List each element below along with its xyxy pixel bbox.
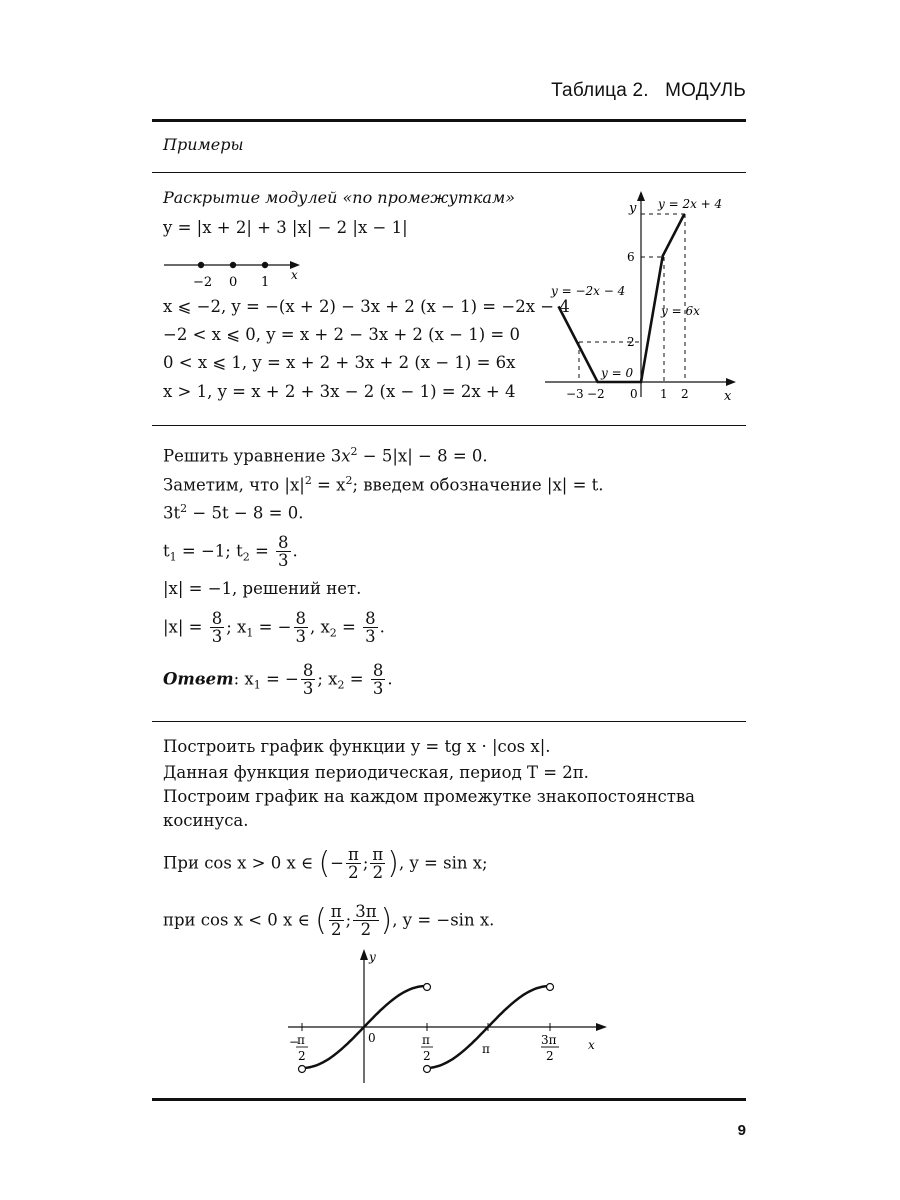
x-tick: 0: [630, 387, 638, 401]
s2-line2: Заметим, что $|x|^2 = x^2$; введем обозначение |x| = t.: [163, 474, 604, 495]
section1-subtitle: Раскрытие модулей «по промежуткам»: [163, 188, 516, 207]
tick-num: π: [422, 1033, 430, 1047]
tick-den: 2: [298, 1049, 306, 1063]
number-line: [160, 255, 310, 290]
case-line: −2 < x ⩽ 0, y = x + 2 − 3x + 2 (x − 1) = 0: [163, 325, 520, 344]
case-line: x > 1, y = x + 2 + 3x − 2 (x − 1) = 2x + 4: [163, 382, 516, 401]
s3-case1: При cos x > 0 x ∈ (− $\frac{\pi}{2}$ ; $\frac{\pi}{2}$ ), y = sin x;: [163, 845, 488, 883]
s2-line6: |x| = $\frac{8}{3}$ ; $x_1$ = − $\frac{8}{3}$ , $x_2$ = $\frac{8}{3}$ .: [163, 609, 385, 647]
s3-line3: Построим график на каждом промежутке знакопостоянства: [163, 787, 696, 806]
footer-rule: [152, 1098, 746, 1101]
x-tick: −2: [587, 387, 605, 401]
graph-label: y = 2x + 4: [658, 197, 723, 211]
open-endpoint: [424, 1066, 431, 1073]
x-tick: 1: [660, 387, 668, 401]
open-endpoint: [424, 984, 431, 991]
numberline-tick: −2: [193, 275, 213, 290]
graph-label: y = 6x: [661, 304, 700, 318]
tick-num: π: [297, 1033, 305, 1047]
tick-den: 2: [546, 1049, 554, 1063]
open-endpoint: [547, 984, 554, 991]
numberline-tick: 0: [229, 275, 238, 290]
case-line: x ⩽ −2, y = −(x + 2) − 3x + 2 (x − 1) = −2x − 4: [163, 297, 570, 316]
s2-line5: |x| = −1, решений нет.: [163, 579, 362, 598]
section1-equation: y = |x + 2| + 3 |x| − 2 |x − 1|: [163, 218, 408, 237]
x-tick: 2: [681, 387, 689, 401]
numberline-point: [230, 262, 236, 268]
numberline-point: [198, 262, 204, 268]
divider: [152, 425, 746, 426]
graph-axis-x: x: [724, 389, 732, 404]
s3-line1: Построить график функции y = tg x · |cos x|.: [163, 737, 551, 756]
tick-pi: π: [482, 1042, 490, 1056]
s2-line3: $3t^2 - 5t - 8 = 0$.: [163, 502, 304, 523]
divider: [152, 721, 746, 722]
page-number: 9: [737, 1122, 746, 1139]
x-tick: −3: [566, 387, 584, 401]
graph-label: y = −2x − 4: [551, 284, 626, 298]
header-rule: [152, 119, 746, 122]
graph-axis-y: y: [369, 950, 376, 964]
case-line: 0 < x ⩽ 1, y = x + 2 + 3x + 2 (x − 1) = 6x: [163, 353, 516, 372]
sin-graph: [280, 945, 620, 1085]
page-header: Таблица 2. МОДУЛЬ: [551, 80, 746, 101]
graph-label: y = 0: [601, 366, 634, 380]
s2-answer: Ответ: $x_1$ = − $\frac{8}{3}$ ; $x_2$ = $\frac{8}{3}$ .: [163, 661, 393, 699]
y-tick: 2: [627, 335, 635, 349]
abs-graph: [540, 185, 740, 410]
origin-label: 0: [368, 1031, 376, 1045]
s3-line4: косинуса.: [163, 811, 249, 830]
divider: [152, 172, 746, 173]
y-tick: 6: [627, 250, 635, 264]
s3-line2: Данная функция периодическая, период T = 2π.: [163, 763, 589, 782]
tick-minus: −: [289, 1035, 300, 1049]
open-endpoint: [299, 1066, 306, 1073]
numberline-axis-label: x: [291, 268, 298, 282]
examples-label: Примеры: [163, 135, 244, 154]
graph-axis-x: x: [588, 1038, 595, 1052]
s2-line4: $t_1 = -1$; $t_2$ = $\frac{8}{3}$ .: [163, 533, 298, 571]
numberline-tick: 1: [261, 275, 270, 290]
tick-den: 2: [423, 1049, 431, 1063]
numberline-point: [262, 262, 268, 268]
s3-case2: при cos x < 0 x ∈ ( $\frac{\pi}{2}$ ; $\frac{3\pi}{2}$ ), y = −sin x.: [163, 902, 495, 940]
s2-line1: Решить уравнение $3x^2 - 5|x| - 8 = 0$.: [163, 445, 488, 466]
tick-num: 3π: [541, 1033, 557, 1047]
graph-axis-y: y: [629, 201, 637, 216]
graph-function-line: [559, 214, 685, 382]
